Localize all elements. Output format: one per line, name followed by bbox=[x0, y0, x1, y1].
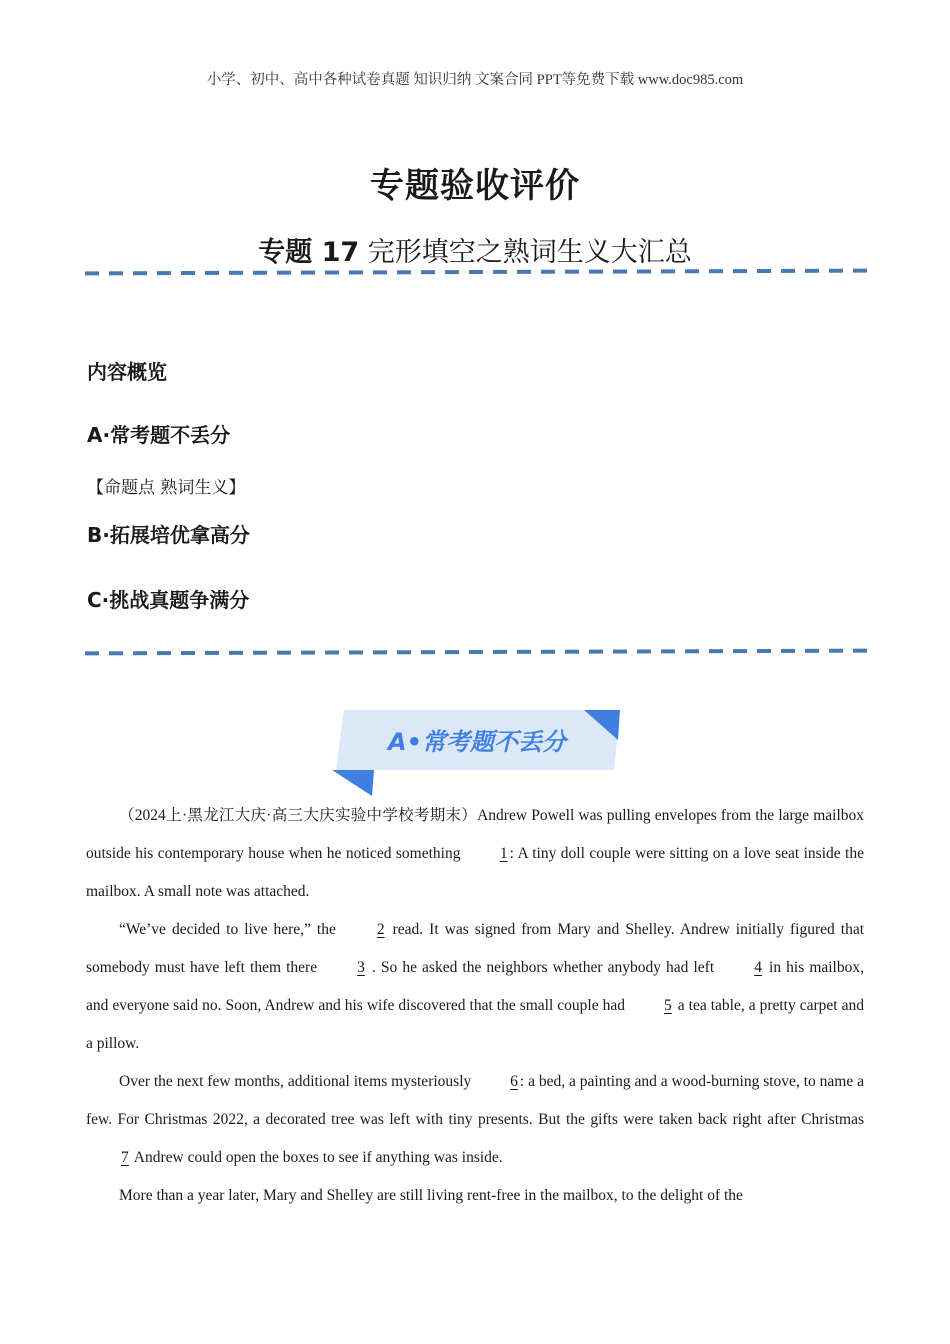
passage-text: : A tiny doll couple were sitting on a love seat inside the mailbox. A small note was attached. bbox=[86, 845, 864, 900]
blank-1: 1 bbox=[499, 845, 508, 862]
passage-text: . So he asked the neighbors whether anybody had left bbox=[366, 959, 720, 976]
passage-text: （2024上·黑龙江大庆·高三大庆实验中学校考期末）Andrew Powell was pulling envelopes from the large mailbox outside his contemporary house when he noticed something bbox=[86, 807, 864, 862]
dashed-divider-bottom bbox=[85, 649, 870, 656]
section-badge-graphic bbox=[332, 708, 622, 796]
blank-3: 3 bbox=[357, 959, 365, 976]
passage-paragraph-1 bbox=[86, 797, 864, 911]
passage-text: in his mailbox, and everyone said no. Soon, Andrew and his wife discovered that the small couple had bbox=[86, 959, 864, 1014]
site-header-text: 小学、初中、高中各种试卷真题 知识归纳 文案合同 PPT等免费下载 www.doc985.com bbox=[206, 72, 744, 88]
passage-text: read. It was signed from Mary and Shelley. Andrew initially figured that somebody must have left them there bbox=[86, 921, 865, 976]
blank-7: 7 bbox=[121, 1149, 129, 1166]
subtitle-topic-number: 专题 17 bbox=[258, 237, 360, 268]
section-a-note: 【命题点 熟词生义】 bbox=[87, 478, 246, 498]
blank-6: 6 bbox=[510, 1073, 518, 1090]
passage-text: Over the next few months, additional items mysteriously bbox=[119, 1073, 476, 1090]
passage-text: : a bed, a painting and a wood-burning stove, to name a few. For Christmas 2022, a decorated tree was left with tiny presents. But the gifts were taken back right after Christmas bbox=[86, 1073, 864, 1128]
dashed-divider-top bbox=[85, 269, 870, 276]
blank-4: 4 bbox=[754, 959, 762, 976]
section-c-label: C·挑战真题争满分 bbox=[87, 588, 250, 612]
passage-text: “We’ve decided to live here,” the bbox=[119, 921, 342, 938]
blank-2: 2 bbox=[376, 921, 385, 938]
section-a-label: A·常考题不丢分 bbox=[87, 423, 231, 447]
blank-5: 5 bbox=[664, 997, 672, 1014]
passage-paragraph-4: More than a year later, Mary and Shelley are still living rent-free in the mailbox, to the delight of the bbox=[119, 1187, 743, 1204]
badge-label: A•常考题不丢分 bbox=[388, 728, 566, 756]
overview-heading: 内容概览 bbox=[87, 360, 167, 384]
cloze-passage bbox=[86, 797, 864, 1215]
section-a-badge bbox=[332, 708, 622, 796]
passage-paragraph-3 bbox=[86, 1063, 864, 1177]
passage-text: Andrew could open the boxes to see if anything was inside. bbox=[130, 1149, 503, 1166]
subtitle-topic-name: 完形填空之熟词生义大汇总 bbox=[359, 237, 692, 268]
section-b-label: B·拓展培优拿高分 bbox=[87, 523, 250, 547]
page-subtitle bbox=[0, 230, 950, 269]
passage-text: a tea table, a pretty carpet and a pillow. bbox=[86, 997, 864, 1052]
passage-paragraph-2 bbox=[86, 911, 864, 1063]
page-title: 专题验收评价 bbox=[370, 166, 580, 206]
